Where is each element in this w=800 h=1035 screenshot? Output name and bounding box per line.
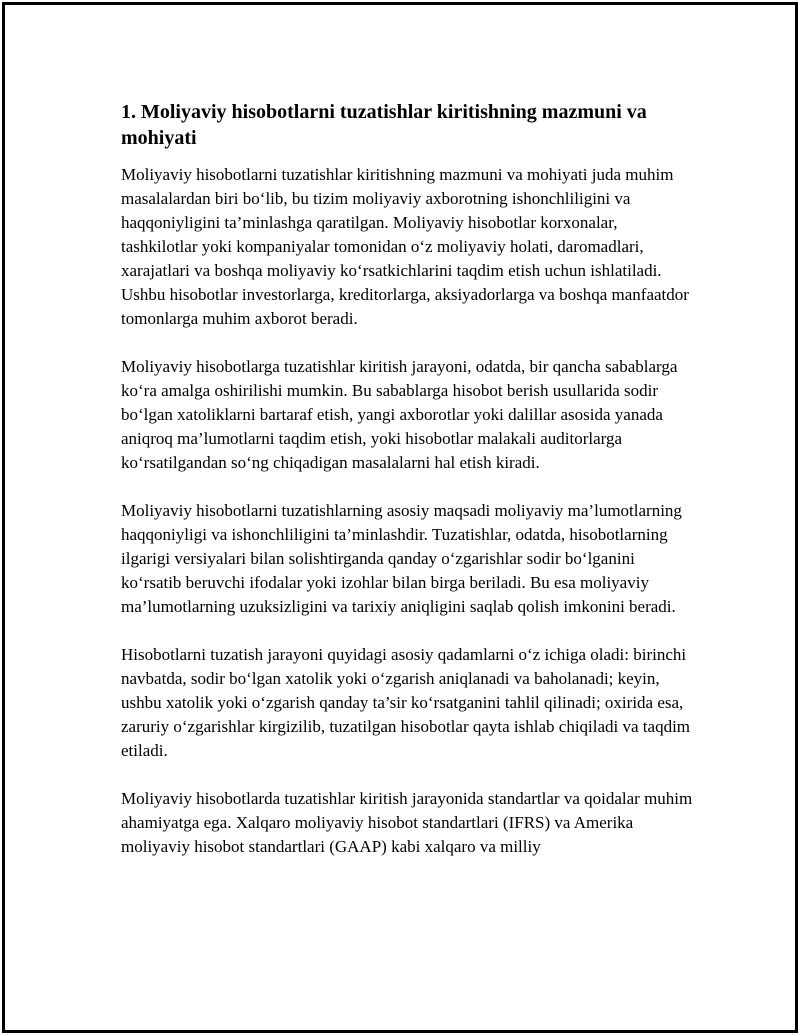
paragraph-1: Moliyaviy hisobotlarni tuzatishlar kiritishning mazmuni va mohiyati juda muhim masalalardan biri bo‘lib, bu tizim moliyaviy axborotning ishonchliligini va haqqoniyligini ta’minlashga qaratilgan. Moliyaviy hisobotlar korxonalar, tashkilotlar yoki kompaniyalar tomonidan o‘z moliyaviy holati, daromadlari, xarajatlari va boshqa moliyaviy ko‘rsatkichlarini taqdim etish uchun ishlatiladi. Ushbu hisobotlar investorlarga, kreditorlarga, aksiyadorlarga va boshqa manfaatdor tomonlarga muhim axborot beradi.	[121, 165, 689, 328]
paragraph-3: Moliyaviy hisobotlarni tuzatishlarning asosiy maqsadi moliyaviy ma’lumotlarning haqqoniyligi va ishonchliligini ta’minlashdir. Tuzatishlar, odatda, hisobotlarning ilgarigi versiyalari bilan solishtirganda qanday o‘zgarishlar sodir bo‘lganini ko‘rsatib beruvchi ifodalar yoki izohlar bilan birga beriladi. Bu esa moliyaviy ma’lumotlarning uzuksizligini va tarixiy aniqligini saqlab qolish imkonini beradi.	[121, 501, 682, 616]
section-heading: 1. Moliyaviy hisobotlarni tuzatishlar kiritishning mazmuni va mohiyati	[121, 101, 647, 149]
document-body	[121, 99, 696, 859]
page-frame	[2, 2, 798, 1033]
paragraph-2: Moliyaviy hisobotlarga tuzatishlar kiritish jarayoni, odatda, bir qancha sabablarga ko‘ra amalga oshirilishi mumkin. Bu sabablarga hisobot berish usullarida sodir bo‘lgan xatoliklarni bartaraf etish, yangi axborotlar yoki dalillar asosida yanada aniqroq ma’lumotlarni taqdim etish, yoki hisobotlar malakali auditorlarga ko‘rsatilgandan so‘ng chiqadigan masalalarni hal etish kiradi.	[121, 357, 678, 472]
paragraph-5: Moliyaviy hisobotlarda tuzatishlar kiritish jarayonida standartlar va qoidalar muhim ahamiyatga ega. Xalqaro moliyaviy hisobot standartlari (IFRS) va Amerika moliyaviy hisobot standartlari (GAAP) kabi xalqaro va milliy	[121, 789, 693, 856]
paragraph-4: Hisobotlarni tuzatish jarayoni quyidagi asosiy qadamlarni o‘z ichiga oladi: birinchi navbatda, sodir bo‘lgan xatolik yoki o‘zgarish aniqlanadi va baholanadi; keyin, ushbu xatolik yoki o‘zgarish qanday ta’sir ko‘rsatganini tahlil qilinadi; oxirida esa, zaruriy o‘zgarishlar kirgizilib, tuzatilgan hisobotlar qayta ishlab chiqiladi va taqdim etiladi.	[121, 645, 691, 760]
